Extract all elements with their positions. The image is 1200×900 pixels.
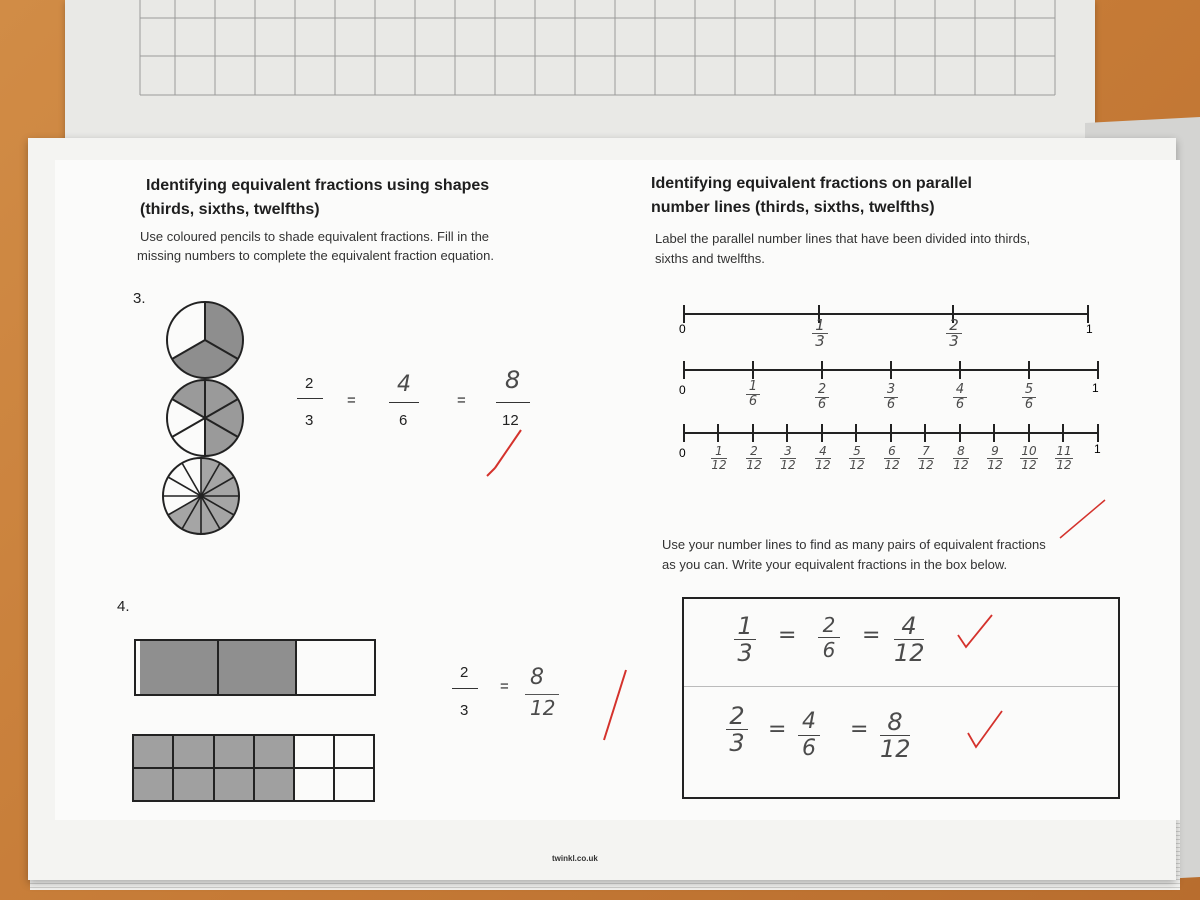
- right-heading-line2: number lines (thirds, sixths, twelfths): [651, 199, 935, 216]
- answer-row2-red-tick: [966, 709, 1006, 754]
- left-instruction-line1: Use coloured pencils to shade equivalent fractions. Fill in the: [140, 229, 490, 244]
- answer-row2-eq2: =: [850, 717, 869, 742]
- twelfths-label-10: 10 12: [1021, 444, 1037, 472]
- twelfths-label-4: 4 12: [815, 444, 831, 472]
- answer-box: [682, 597, 1120, 799]
- right-heading-line1: Identifying equivalent fractions on parallel: [651, 175, 972, 192]
- q3-fraction3-denominator: 12: [502, 412, 519, 429]
- sixths-label-5: 5 6: [1022, 383, 1036, 412]
- twinkl-brand: twinkl.co.uk: [552, 854, 598, 863]
- answer-row1-frac1: 1 3: [734, 613, 756, 666]
- right-instruction-line2: sixths and twelfths.: [655, 251, 765, 266]
- left-heading-line2: (thirds, sixths, twelfths): [140, 201, 320, 218]
- answer-row1-frac2: 2 6: [818, 613, 840, 662]
- answer-row1-eq2: =: [862, 623, 881, 648]
- thirds-start: 0: [679, 322, 686, 336]
- answer-row1-red-tick: [956, 613, 996, 653]
- q4-fraction2-denominator: 12: [530, 696, 556, 720]
- task-line2: as you can. Write your equivalent fractions in the box below.: [662, 557, 1008, 572]
- sixths-label-1: 1 6: [746, 380, 760, 409]
- thirds-label-2: 2 3: [946, 318, 962, 349]
- answer-row1-eq1: =: [778, 623, 797, 648]
- sixths-label-2: 2 6: [815, 383, 829, 412]
- answer-row2-frac1: 2 3: [726, 703, 748, 756]
- question-4-number: 4.: [117, 598, 130, 615]
- q3-equals-1: =: [347, 392, 356, 409]
- red-mark-line: [1060, 500, 1105, 538]
- twelfths-label-9: 9 12: [987, 444, 1003, 472]
- sixths-label-4: 4 6: [953, 383, 967, 412]
- q4-equals: =: [500, 678, 509, 695]
- question-3-number: 3.: [133, 290, 146, 307]
- twelfths-label-6: 6 12: [884, 444, 900, 472]
- q4-fraction1-numerator: 2: [460, 664, 469, 681]
- q3-fraction2-denominator: 6: [399, 412, 408, 429]
- left-instruction-line2: missing numbers to complete the equivalent fraction equation.: [137, 248, 494, 263]
- q3-fraction1-denominator: 3: [305, 412, 314, 429]
- answer-row1-frac3: 4 12: [894, 612, 925, 667]
- thirds-end: 1: [1086, 322, 1093, 336]
- box-rule: [684, 686, 1118, 687]
- sixths-label-3: 3 6: [884, 383, 898, 412]
- answer-row2-frac2: 4 6: [798, 709, 820, 762]
- twelfths-label-8: 8 12: [953, 444, 969, 472]
- twelfths-label-7: 7 12: [918, 444, 934, 472]
- q4-fraction1-denominator: 3: [460, 702, 469, 719]
- twelfths-start: 0: [679, 446, 686, 460]
- task-line1: Use your number lines to find as many pairs of equivalent fractions: [662, 537, 1046, 552]
- q3-fraction2-numerator: 4: [397, 372, 411, 397]
- twelfths-label-11: 11 12: [1056, 444, 1072, 472]
- sixths-end: 1: [1092, 381, 1099, 395]
- twelfths-label-2: 2 12: [746, 444, 762, 472]
- answer-row2-frac3: 8 12: [880, 708, 911, 763]
- q4-fraction2-numerator: 8: [530, 665, 544, 690]
- twelfths-label-5: 5 12: [849, 444, 865, 472]
- left-heading-line1: Identifying equivalent fractions using shapes: [146, 177, 490, 194]
- answer-row2-eq1: =: [768, 717, 787, 742]
- right-instruction-line1: Label the parallel number lines that have been divided into thirds,: [655, 231, 1031, 246]
- twelfths-label-3: 3 12: [780, 444, 796, 472]
- thirds-label-1: 1 3: [812, 318, 828, 349]
- twelfths-label-1: 1 12: [711, 444, 727, 472]
- q3-fraction1-numerator: 2: [305, 375, 314, 392]
- twelfths-end: 1: [1094, 442, 1101, 456]
- q3-equals-2: =: [457, 392, 466, 409]
- sixths-start: 0: [679, 383, 686, 397]
- q3-fraction3-numerator: 8: [505, 366, 521, 394]
